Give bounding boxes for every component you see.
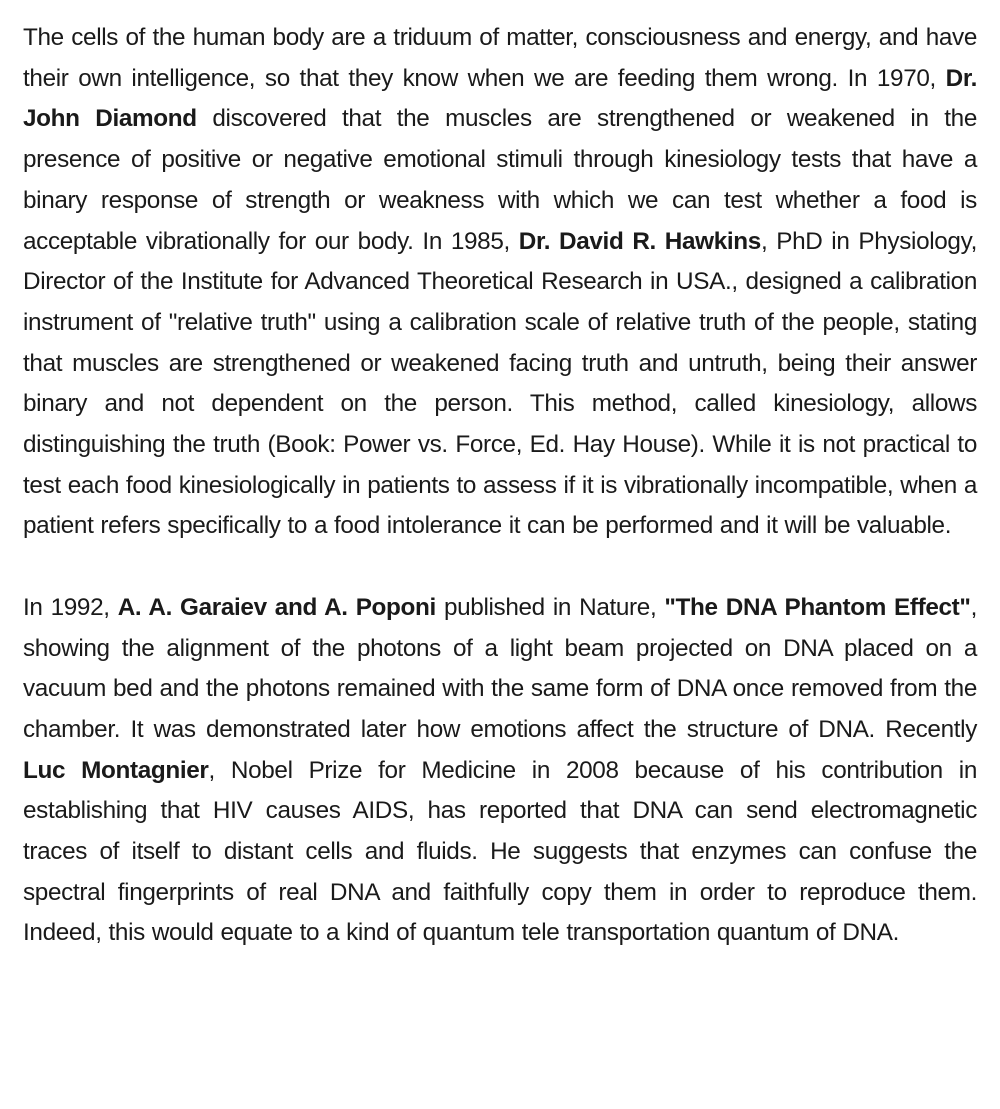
document-body bbox=[23, 18, 977, 954]
text-segment: , PhD in Physiology, Director of the Institute for Advanced Theoretical Research in USA., designed a calibration instrument of "relative truth" using a calibration scale of relative truth of the people, stating that muscles are strengthened or weakened facing truth and untruth, being their answer binary and not dependent on the person. This method, called kinesiology, allows distinguishing the truth (Book: Power vs. Force, Ed. Hay House). While it is not practical to test each food kinesiologically in patients to assess if it is vibrationally incompatible, when a patient refers specifically to a food intolerance it can be performed and it will be valuable. bbox=[23, 227, 977, 540]
person-names-garaiev-poponi: A. A. Garaiev and A. Poponi bbox=[117, 593, 436, 621]
text-segment: published in Nature, bbox=[435, 593, 665, 621]
person-name-john-diamond: Dr. John Diamond bbox=[23, 64, 977, 133]
text-segment: The cells of the human body are a triduum of matter, consciousness and energy, and have their own intelligence, so that they know when we are feeding them wrong. In 1970, bbox=[23, 24, 977, 92]
text-segment: In 1992, bbox=[23, 593, 118, 621]
text-segment: , Nobel Prize for Medicine in 2008 because of his contribution in establishing that HIV causes AIDS, has reported that DNA can send electromagnetic traces of itself to distant cells and fluids. He suggests that enzymes can confuse the spectral fingerprints of real DNA and faithfully copy them in order to reproduce them. Indeed, this would equate to a kind of quantum tele transportation quantum of DNA. bbox=[23, 756, 977, 947]
text-segment: discovered that the muscles are strengthened or weakened in the presence of positive or negative emotional stimuli through kinesiology tests that have a binary response of strength or weakness with which we can test whether a food is acceptable vibrationally for our body. In 1985, bbox=[23, 105, 977, 255]
paragraph-kinesiology bbox=[23, 18, 977, 547]
text-segment: , showing the alignment of the photons of a light beam projected on DNA placed on a vacuum bed and the photons remained with the same form of DNA once removed from the chamber. It was demonstrated later how emotions affect the structure of DNA. Recently bbox=[23, 593, 977, 743]
person-name-david-hawkins: Dr. David R. Hawkins bbox=[518, 227, 761, 255]
paragraph-dna-phantom bbox=[23, 588, 977, 954]
article-title: "The DNA Phantom Effect" bbox=[664, 593, 971, 621]
person-name-luc-montagnier: Luc Montagnier bbox=[23, 756, 209, 784]
